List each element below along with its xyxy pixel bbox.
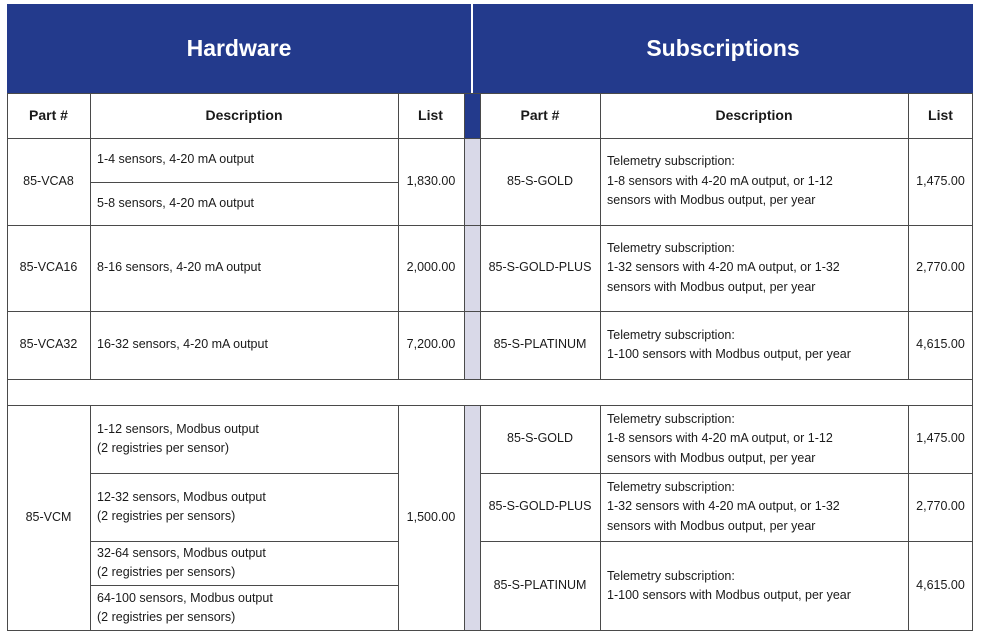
hardware-description-cell [90, 585, 398, 631]
hardware-description-cell: 16-32 sensors, 4-20 mA output [97, 337, 268, 352]
description-line: Telemetry subscription: [607, 411, 735, 426]
hardware-header: Hardware [7, 4, 471, 93]
grid-line [7, 225, 973, 226]
hardware-list-cell: 1,500.00 [406, 510, 456, 525]
hardware-col-description: Description [205, 106, 283, 123]
grid-line [90, 585, 398, 586]
grid-line [600, 405, 601, 631]
description-line: Telemetry subscription: [607, 568, 735, 583]
subscriptions-col-part: Part # [520, 106, 560, 123]
hardware-part-cell: 85-VCA32 [19, 337, 78, 352]
hardware-part-cell: 85-VCA8 [23, 173, 74, 188]
subscription-list-cell: 2,770.00 [916, 499, 965, 514]
grid-line [90, 93, 91, 379]
subscription-part-cell: 85-S-GOLD [507, 431, 573, 446]
description-line: 1-100 sensors with Modbus output, per year [607, 588, 851, 602]
subscription-list-cell: 2,770.00 [916, 260, 965, 275]
subscription-description-cell [600, 311, 908, 379]
hardware-list-cell: 1,830.00 [406, 173, 456, 188]
grid-line [7, 379, 973, 380]
description-line: sensors with Modbus output, per year [607, 279, 816, 294]
description-line: 64-100 sensors, Modbus output [97, 590, 273, 605]
description-line: (2 registries per sensors) [97, 610, 236, 624]
description-line: 1-32 sensors with 4-20 mA output, or 1-32 [607, 499, 840, 514]
description-line: 32-64 sensors, Modbus output [97, 545, 266, 560]
hardware-list-cell: 7,200.00 [406, 337, 456, 352]
grid-line [398, 405, 399, 631]
grid-line [908, 405, 909, 631]
grid-line [90, 182, 398, 183]
subscription-description-cell [600, 138, 908, 225]
description-line: sensors with Modbus output, per year [607, 193, 816, 208]
grid-line [7, 311, 973, 312]
grid-line [7, 93, 973, 94]
description-line: 1-100 sensors with Modbus output, per year [607, 347, 851, 361]
grid-line [908, 93, 909, 379]
subscription-list-cell: 1,475.00 [916, 173, 965, 188]
subscription-description-cell [600, 225, 908, 311]
subscription-description-cell [600, 473, 908, 541]
description-line: 12-32 sensors, Modbus output [97, 489, 266, 504]
grid-line [90, 473, 398, 474]
grid-line [600, 93, 601, 379]
grid-line [7, 405, 973, 406]
grid-line [464, 405, 465, 631]
description-line: sensors with Modbus output, per year [607, 450, 816, 465]
subscriptions-header: Subscriptions [473, 4, 973, 93]
description-line: (2 registries per sensors) [97, 509, 236, 523]
subscription-list-cell: 4,615.00 [916, 578, 965, 593]
hardware-part-cell: 85-VCA16 [19, 260, 78, 275]
subscription-part-cell: 85-S-GOLD-PLUS [488, 260, 592, 275]
hardware-description-cell [90, 405, 398, 473]
hardware-description-cell: 5-8 sensors, 4-20 mA output [97, 195, 255, 210]
subscriptions-col-list: List [928, 106, 953, 123]
subscription-description-cell [600, 541, 908, 631]
grid-line [398, 93, 399, 379]
subscription-list-cell: 1,475.00 [916, 431, 965, 446]
grid-line [480, 541, 973, 542]
pricing-table [7, 4, 973, 631]
grid-line [90, 405, 91, 631]
description-line: Telemetry subscription: [607, 154, 735, 169]
subscriptions-col-description: Description [715, 106, 793, 123]
hardware-part-cell: 85-VCM [25, 510, 72, 525]
description-line: sensors with Modbus output, per year [607, 518, 816, 533]
description-line: 1-12 sensors, Modbus output [97, 421, 259, 436]
hardware-col-list: List [418, 106, 443, 123]
subscription-part-cell: 85-S-PLATINUM [493, 578, 587, 593]
hardware-col-part: Part # [29, 106, 68, 123]
description-line: Telemetry subscription: [607, 240, 735, 255]
grid-line [7, 138, 973, 139]
description-line: (2 registries per sensors) [97, 565, 236, 579]
grid-line [972, 93, 973, 631]
hardware-description-cell [90, 473, 398, 541]
separator-header [464, 93, 480, 138]
grid-line [7, 630, 973, 631]
hardware-description-cell: 1-4 sensors, 4-20 mA output [97, 152, 255, 167]
hardware-description-cell [90, 541, 398, 585]
grid-line [90, 541, 398, 542]
grid-line [464, 93, 465, 379]
hardware-description-cell: 8-16 sensors, 4-20 mA output [97, 260, 261, 275]
hardware-list-cell: 2,000.00 [406, 260, 456, 275]
grid-line [480, 93, 481, 379]
grid-line [480, 473, 973, 474]
description-line: 1-8 sensors with 4-20 mA output, or 1-12 [607, 431, 833, 446]
description-line: (2 registries per sensor) [97, 441, 229, 455]
subscription-part-cell: 85-S-GOLD-PLUS [488, 499, 592, 514]
subscription-list-cell: 4,615.00 [916, 337, 965, 352]
description-line: 1-32 sensors with 4-20 mA output, or 1-32 [607, 260, 840, 275]
separator-column [464, 405, 480, 631]
description-line: Telemetry subscription: [607, 479, 735, 494]
grid-line [480, 405, 481, 631]
separator-column [464, 138, 480, 379]
subscription-part-cell: 85-S-GOLD [507, 173, 573, 188]
subscription-description-cell [600, 405, 908, 473]
grid-line [7, 93, 8, 631]
description-line: Telemetry subscription: [607, 327, 735, 342]
subscription-part-cell: 85-S-PLATINUM [493, 337, 587, 352]
description-line: 1-8 sensors with 4-20 mA output, or 1-12 [607, 173, 833, 188]
